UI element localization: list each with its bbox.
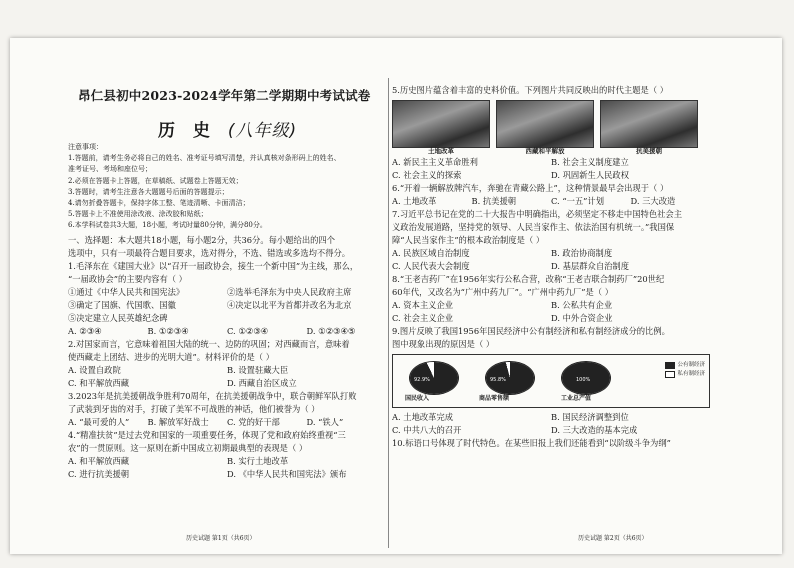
q7-option-a: A. 民族区域自治制度 [392, 248, 470, 258]
q6-stem: 6.“开着一辆解放牌汽车，奔驰在青藏公路上”，这种情景最早会出现于（ ） [392, 183, 669, 193]
q6-option-c: C. “一五”计划 [551, 196, 604, 206]
q1-statement: ②选举毛泽东为中央人民政府主席 [227, 287, 352, 297]
q2-stem: 2.对国家而言，它意味着祖国大陆的统一、边防的巩固；对西藏而言，意味着 [68, 339, 350, 349]
q7-stem-3: 障“人民当家作主”的根本政治制度是（ ） [392, 235, 545, 245]
q7-option-b: B. 政治协商制度 [551, 248, 613, 258]
section-heading: 一、选择题：本大题共18小题，每小题2分，共36分。每小题给出的四个 [68, 235, 336, 245]
pie-percent: 95.8% [490, 377, 506, 383]
legend-label: 公有制经济 [677, 362, 705, 368]
left-questions [68, 234, 386, 481]
photo-korean-war [600, 100, 698, 155]
q7-option-d: D. 基层群众自治制度 [551, 261, 630, 271]
q3-option-c: C. 党的好干部 [227, 417, 280, 427]
q9-pie-chart-figure [392, 354, 710, 408]
q2-options [68, 377, 386, 390]
q2-option-a: A. 设置自政院 [68, 365, 121, 375]
q2-option-b: B. 设置驻藏大臣 [227, 365, 289, 375]
q8-options [392, 299, 710, 312]
q5-option-b: B. 社会主义制度建立 [551, 157, 629, 167]
q2-option-d: D. 西藏自治区成立 [227, 378, 297, 388]
column-divider [388, 78, 389, 548]
note-line: 2.必须在答题卡上答题，在草稿纸、试题卷上答题无效； [68, 176, 243, 185]
q4-options [68, 455, 386, 468]
photo-caption: 抗美援朝 [636, 147, 662, 155]
q1-option-a: A. ②③④ [68, 326, 102, 336]
q6-option-d: D. 三大改造 [630, 196, 676, 206]
q8-option-b: B. 公私共有企业 [551, 300, 613, 310]
q9-option-c: C. 中共八大的召开 [392, 425, 462, 435]
legend-item [665, 370, 705, 379]
q1-option-c: C. ①②③④ [227, 326, 269, 336]
q8-option-c: C. 社会主义企业 [392, 313, 454, 323]
q9-option-d: D. 三大改造的基本完成 [551, 425, 638, 435]
section-heading-2: 选项中，只有一项最符合题目要求，选对得分，不选、错选或多选均不得分。 [68, 248, 351, 258]
exam-title: 昂仁县初中2023-2024学年第二学期期中考试试卷 [78, 88, 371, 103]
q1-statement: ④决定以北平为首都并改名为北京 [227, 300, 352, 310]
right-questions [392, 84, 710, 450]
q5-stem: 5.历史图片蕴含着丰富的史料价值。下列图片共同反映出的时代主题是（ ） [392, 85, 669, 95]
q3-option-a: A. “最可爱的人” [68, 417, 130, 427]
legend-item [665, 361, 705, 370]
q1-statements [68, 286, 386, 299]
q10-stem: 10.标语口号体现了时代特色。在某些旧报上我们还能看到“以阶级斗争为纲” [392, 438, 671, 448]
q8-option-a: A. 资本主义企业 [392, 300, 454, 310]
q5-option-d: D. 巩固新生人民政权 [551, 170, 630, 180]
q1-statement: ③确定了国旗、代国歌、国徽 [68, 300, 176, 310]
q5-options [392, 169, 710, 182]
q1-stem-2: “一届政协会”的主要内容有（ ） [68, 274, 187, 284]
q9-option-a: A. 土地改革完成 [392, 412, 454, 422]
q4-option-a: A. 和平解放西藏 [68, 456, 130, 466]
note-line: 3.答题时，请考生注意各大题题号后面的答题提示； [68, 187, 229, 196]
exam-sheet [10, 38, 782, 554]
pie-national-income [409, 361, 459, 395]
q4-stem-2: 农”的一贯原则。这一原则在新中国成立初期最典型的表现是（ ） [68, 443, 308, 453]
q6-option-a: A. 土地改革 [392, 196, 437, 206]
q7-stem-2: 义政治发展道路，坚持党的领导、人民当家作主、依法治国有机统一。”我国保 [392, 222, 675, 232]
pie-caption: 商品零售额 [479, 395, 510, 402]
q2-stem-2: 使西藏走上团结、进步的光明大道”。材料评价的是（ ） [68, 352, 275, 362]
subject-title [158, 116, 297, 141]
subject-name: 历 史 [158, 121, 216, 141]
pie-percent: 92.9% [414, 377, 430, 383]
q4-option-b: B. 实行土地改革 [227, 456, 289, 466]
pie-legend [665, 361, 705, 379]
pie-caption: 工业总产值 [561, 395, 592, 402]
q9-options [392, 411, 710, 424]
q1-statement: ⑤决定建立人民英雄纪念碑 [68, 313, 168, 323]
pie-retail-sales [485, 361, 535, 395]
q8-stem-2: 60年代，又改名为“广州中药九厂”。“广州中药九厂”是（ ） [392, 287, 613, 297]
note-line: 1.答题前，请考生务必将自己的姓名、准考证号填写清楚，并认真核对条形码上的姓名、 [68, 154, 341, 163]
note-line: 注意事项： [68, 143, 103, 151]
photo-caption: 土地改革 [428, 147, 454, 155]
q8-stem: 8.“王老吉药厂”在1956年实行公私合营，改称“王老吉联合制药厂”20世纪 [392, 274, 665, 284]
photo-tibet-liberation [496, 100, 594, 155]
q1-options [68, 325, 386, 338]
q1-statement: ①通过《中华人民共和国宪法》 [68, 287, 185, 297]
q4-option-c: C. 进行抗美援朝 [68, 469, 130, 479]
q9-options [392, 424, 710, 437]
photo-land-reform [392, 100, 490, 155]
q2-option-c: C. 和平解放西藏 [68, 378, 130, 388]
q3-options [68, 416, 386, 429]
left-column [68, 38, 386, 554]
note-line: 6.本学科试卷共3大题，18小题，考试时量80分钟，满分80分。 [68, 221, 267, 230]
q7-option-c: C. 人民代表大会制度 [392, 261, 470, 271]
pie-industrial-output [561, 361, 611, 395]
note-line: 4.请勿折叠答题卡，保持字体工整、笔迹清晰、卡面清洁； [68, 199, 250, 208]
q5-photos [392, 100, 710, 155]
q6-options [392, 195, 710, 208]
q4-options [68, 468, 386, 481]
q3-option-b: B. 解放军好战士 [147, 417, 209, 427]
q7-options [392, 260, 710, 273]
right-column [392, 38, 710, 554]
legend-swatch [665, 362, 675, 369]
note-line: 准考证号、考场和座位号； [68, 165, 152, 174]
q3-stem: 3.2023年是抗美援朝战争胜利70周年，在抗美援朝战争中，联合朝鲜军队打败 [68, 391, 357, 401]
photo-caption: 西藏和平解放 [525, 147, 565, 155]
handwritten-grade-note: (八年级) [227, 121, 298, 141]
q2-options [68, 364, 386, 377]
q3-option-d: D. “铁人” [306, 417, 344, 427]
q1-option-d: D. ①②③④⑤ [306, 326, 356, 336]
pie-percent: 100% [576, 377, 591, 383]
q1-stem: 1.毛泽东在《建国大业》以“召开一届政协会，接生一个新中国”为主线，那么， [68, 261, 359, 271]
pie-caption: 国民收入 [405, 395, 430, 402]
q5-option-c: C. 社会主义的探索 [392, 170, 462, 180]
q4-stem: 4.“精准扶贫”是过去党和国家的一项重要任务，体现了党和政府始终重视“三 [68, 430, 346, 440]
notes-block [68, 142, 386, 232]
q7-options [392, 247, 710, 260]
page-footer-1: 历史试题 第1页（共6页） [186, 535, 256, 542]
q8-option-d: D. 中外合资企业 [551, 313, 613, 323]
q7-stem: 7.习近平总书记在党的二十大报告中明确指出，必须坚定不移走中国特色社会主 [392, 209, 683, 219]
q8-options [392, 312, 710, 325]
note-line: 5.答题卡上不准使用涂改液、涂改胶和贴纸； [68, 210, 208, 219]
q9-stem-2: 图中现象出现的原因是（ ） [392, 339, 495, 349]
q3-stem-2: 了武装到牙齿的对手，打破了美军不可战胜的神话，他们被誉为（ ） [68, 404, 320, 414]
q1-statements [68, 299, 386, 312]
q9-stem: 9.图片反映了我国1956年国民经济中公有制经济和私有制经济成分的比例。 [392, 326, 670, 336]
q4-option-d: D. 《中华人民共和国宪法》颁布 [227, 469, 347, 479]
legend-swatch [665, 371, 675, 378]
q6-option-b: B. 抗美援朝 [471, 196, 517, 206]
q5-option-a: A. 新民主主义革命胜利 [392, 157, 478, 167]
legend-label: 私有制经济 [677, 371, 705, 377]
q9-option-b: B. 国民经济调整到位 [551, 412, 629, 422]
page-footer-2: 历史试题 第2页（共6页） [578, 535, 648, 542]
q1-option-b: B. ①②③④ [147, 326, 189, 336]
